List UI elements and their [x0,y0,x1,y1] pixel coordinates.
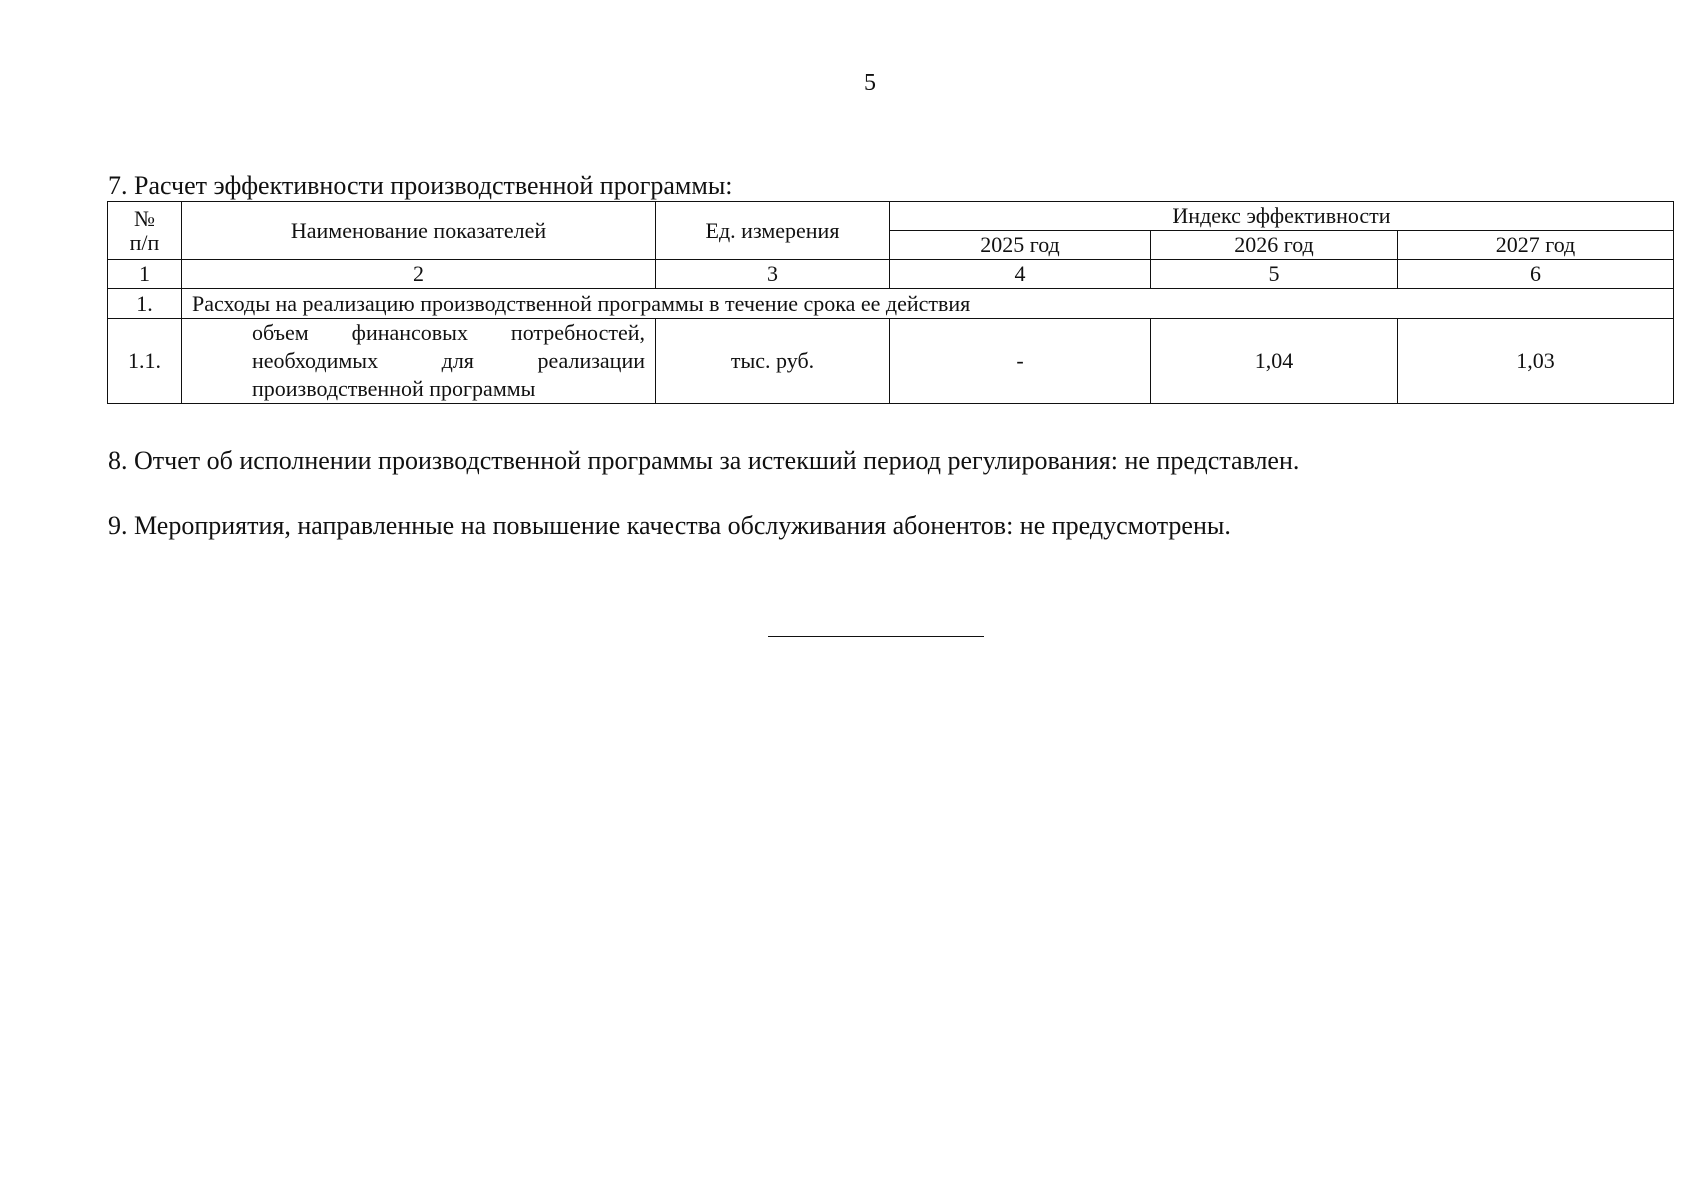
column-number: 5 [1151,260,1398,289]
header-efficiency-index: Индекс эффективности [890,202,1674,231]
section-8-text: 8. Отчет об исполнении производственной программы за истекший период регулирования: не представлен. [108,446,1300,475]
data-row-unit: тыс. руб. [656,319,890,404]
section-row-text: Расходы на реализацию производственной программы в течение срока ее действия [182,289,1674,319]
column-number: 3 [656,260,890,289]
column-numbers-row [108,260,1674,289]
data-row-name: объем финансовых потребностей, необходимых для реализации производственной программы [182,319,656,404]
header-year-2027: 2027 год [1398,231,1674,260]
table-header-row [108,202,1674,231]
column-number: 4 [890,260,1151,289]
section-row-num: 1. [108,289,182,319]
table-section-row [108,289,1674,319]
header-year-2026: 2026 год [1151,231,1398,260]
section-7-title: 7. Расчет эффективности производственной программы: [108,171,733,200]
column-number: 6 [1398,260,1674,289]
header-unit: Ед. измерения [656,202,890,260]
efficiency-table [107,201,1674,404]
column-number: 2 [182,260,656,289]
data-row-value-2025: - [890,319,1151,404]
table-row [108,319,1674,404]
data-row-value-2027: 1,03 [1398,319,1674,404]
header-num: № п/п [108,202,182,260]
header-name: Наименование показателей [182,202,656,260]
page-number: 5 [864,70,876,96]
end-divider [768,636,984,637]
section-9-text: 9. Мероприятия, направленные на повышение качества обслуживания абонентов: не предусмотрены. [108,511,1231,540]
column-number: 1 [108,260,182,289]
header-year-2025: 2025 год [890,231,1151,260]
data-row-num: 1.1. [108,319,182,404]
data-row-value-2026: 1,04 [1151,319,1398,404]
